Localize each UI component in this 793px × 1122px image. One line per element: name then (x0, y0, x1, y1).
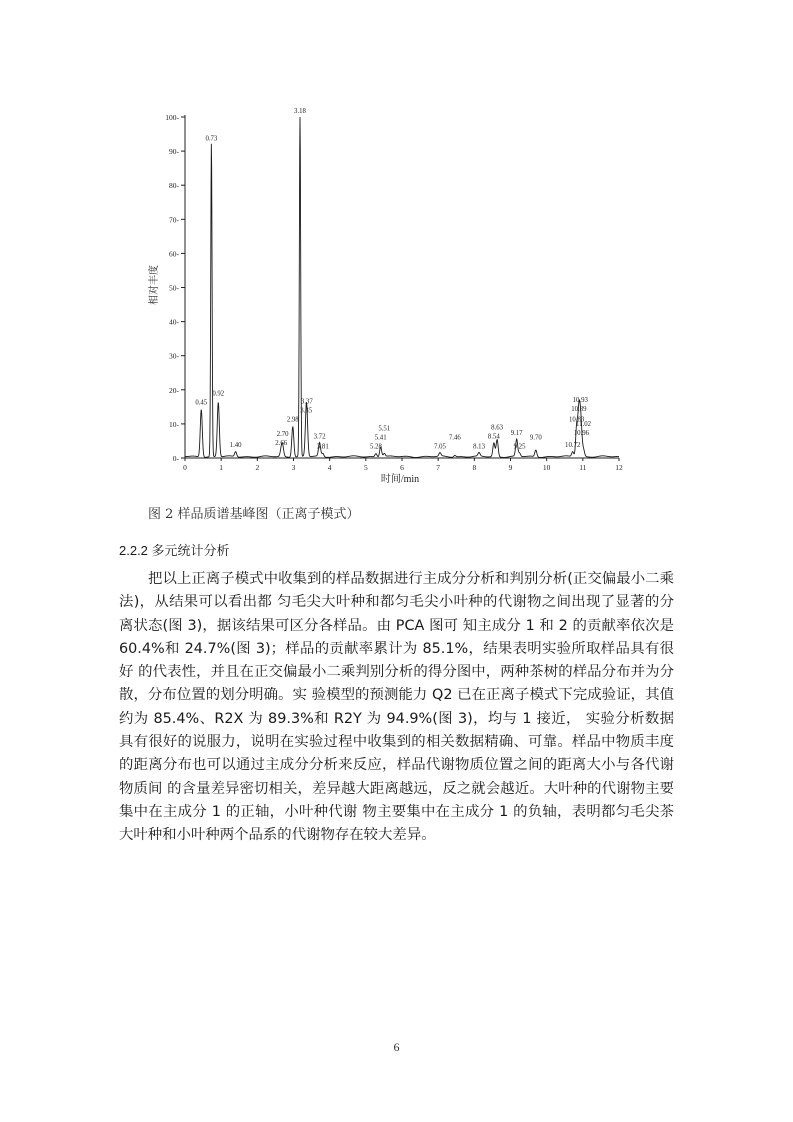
peak-label: 5.28 (370, 443, 382, 451)
peak-label: 3.81 (316, 443, 329, 451)
y-tick-label: 80- (169, 181, 179, 191)
x-tick-label: 1 (219, 463, 224, 472)
x-tick-label: 9 (508, 463, 513, 472)
y-tick-label: 30- (169, 351, 179, 361)
x-tick-label: 5 (363, 463, 368, 472)
y-tick-label: 10- (169, 419, 179, 429)
peak-label: 0.92 (212, 390, 225, 398)
peak-label: 2.66 (275, 440, 288, 448)
peak-label: 3.72 (313, 433, 326, 441)
peak-label: 9.17 (510, 429, 523, 437)
peak-label: 10.96 (573, 429, 590, 437)
x-tick-label: 3 (291, 463, 296, 472)
x-tick-label: 6 (400, 463, 404, 472)
page-number: 6 (393, 1040, 400, 1054)
y-axis-label: 相对丰度 (149, 265, 160, 305)
y-tick-label: 0- (172, 454, 179, 463)
y-tick-label: 70- (169, 215, 179, 225)
x-tick-label: 11 (579, 463, 587, 472)
peak-label: 1.40 (229, 441, 242, 449)
y-tick-label: 100- (165, 113, 179, 122)
peak-label: 10.89 (571, 406, 587, 414)
body-paragraph: 把以上正离子模式中收集到的样品数据进行主成分分析和判别分析(正交偏最小二乘法)，从结果可以看出都 匀毛尖大叶种和都匀毛尖小叶种的代谢物之间出现了显著的分离状态(图 3)，据该结果可区分各样品。由 PCA 图可 知主成分 1 和 2 的贡献率依次是 60.4%和 24.7%(图 3)；样品的贡献率累计为 85.1%，结果表明实验所取样品具有很好 的代表性，并且在正交偏最小二乘判别分析的得分图中，两种茶树的样品分布并为分散，分布位置的划分明确。实 验模型的预测能力 Q2 已在正离子模式下完成验证，其值约为 85.4%、R2X 为 89.3%和 R2Y 为 94.9%(图 3)，均与 1 接近， 实验分析数据具有很好的说服力，说明在实验过程中收集到的相关数据精确、可靠。样品中物质丰度的距离分布也可以通过主成分分析来反应，样品代谢物质位置之间的距离大小与各代谢物质间 的含量差异密切相关，差异越大距离越远，反之就会越近。大叶种的代谢物主要集中在主成分 1 的正轴，小叶种代谢 物主要集中在主成分 1 的负轴，表明都匀毛尖茶大叶种和小叶种两个品系的代谢物存在较大差异。 (119, 571, 674, 844)
y-tick-label: 40- (169, 317, 179, 327)
peak-label: 9.25 (513, 443, 526, 451)
peak-label: 11.02 (576, 420, 592, 428)
peak-label: 9.70 (529, 434, 542, 442)
peak-label: 2.70 (276, 431, 289, 439)
peak-label: 3.35 (300, 407, 313, 415)
x-tick-label: 0 (183, 463, 187, 472)
peak-label: 0.73 (205, 135, 218, 143)
y-tick-label: 20- (169, 385, 179, 395)
section-heading: 2.2.2 多元统计分析 (119, 543, 230, 558)
base-peak-chromatogram (140, 100, 640, 495)
chart-axes (165, 113, 623, 472)
peak-label: 7.46 (448, 434, 461, 442)
x-tick-label: 12 (615, 463, 623, 472)
y-tick-label: 60- (169, 249, 179, 259)
y-tick-label: 50- (169, 283, 179, 293)
peak-labels (195, 108, 591, 451)
peak-label: 3.18 (294, 108, 306, 115)
x-tick-label: 8 (472, 463, 477, 472)
peak-label: 8.63 (491, 424, 504, 432)
x-tick-label: 4 (327, 463, 332, 472)
peak-label: 5.51 (378, 425, 391, 433)
x-axis-label: 时间/min (380, 474, 420, 485)
chromatogram-trace (185, 117, 619, 457)
peak-label: 8.54 (487, 433, 500, 441)
peak-label: 7.05 (434, 443, 446, 451)
peak-label: 5.41 (374, 434, 387, 442)
y-tick-label: 90- (169, 147, 179, 157)
peak-label: 8.13 (473, 443, 485, 451)
peak-label: 10.93 (572, 397, 588, 405)
x-tick-label: 7 (436, 463, 441, 472)
peak-label: 2.98 (286, 416, 299, 424)
peak-label: 3.37 (300, 398, 313, 406)
figure-caption: 图 2 样品质谱基峰图（正离子模式） (148, 507, 360, 522)
x-tick-label: 10 (542, 463, 551, 472)
x-tick-label: 2 (255, 463, 260, 472)
peak-label: 0.45 (195, 399, 208, 407)
peak-label: 10.83 (569, 416, 585, 424)
peak-label: 10.72 (565, 441, 581, 449)
chromatogram-line (185, 117, 619, 457)
